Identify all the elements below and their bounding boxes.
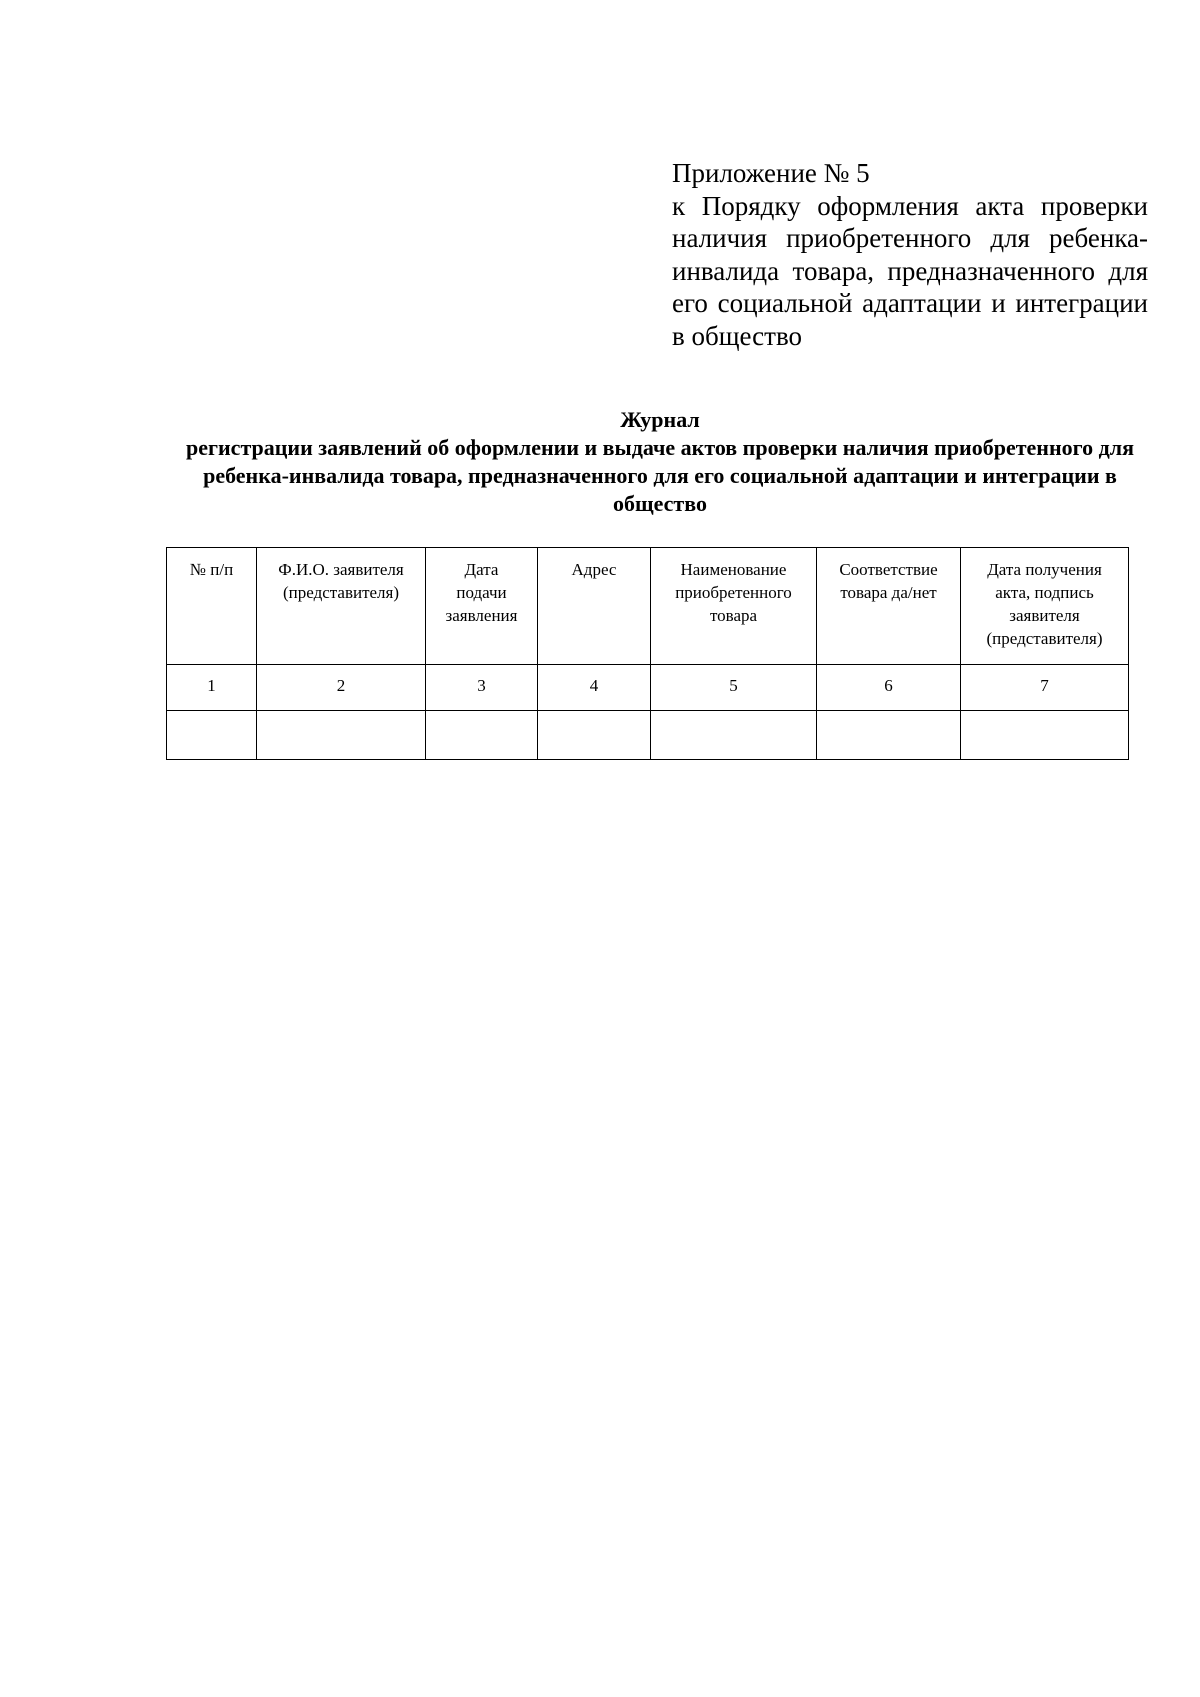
empty-cell [817,711,961,760]
column-header: Ф.И.О. заявителя (представителя) [257,548,426,665]
journal-subtitle: регистрации заявлений об оформлении и выдаче актов проверки наличия приобретенного для ребенка-инвалида товара, предназначенного для его социальной адаптации и интеграции в общество [186,435,1134,516]
column-number: 7 [961,665,1129,711]
column-header: Адрес [538,548,651,665]
column-header: Дата подачи заявления [426,548,538,665]
column-number: 2 [257,665,426,711]
column-header: Наименование приобретенного товара [651,548,817,665]
appendix-header [672,157,1148,352]
column-number-row [167,665,1129,711]
table-row [167,711,1129,760]
column-header: № п/п [167,548,257,665]
empty-cell [167,711,257,760]
column-number: 4 [538,665,651,711]
column-number: 5 [651,665,817,711]
journal-table [166,547,1129,760]
empty-cell [257,711,426,760]
appendix-text: к Порядку оформления акта проверки наличия приобретенного для ребенка-инвалида товара, предназначенного для его социальной адаптации и интеграции в общество [672,190,1148,351]
column-number: 3 [426,665,538,711]
column-header: Соответствие товара да/нет [817,548,961,665]
table-header-row [167,548,1129,665]
column-header: Дата получения акта, подпись заявителя (представителя) [961,548,1129,665]
journal-title: Журнал [620,407,700,432]
empty-cell [961,711,1129,760]
journal-heading [160,406,1160,518]
empty-cell [651,711,817,760]
empty-cell [426,711,538,760]
column-number: 6 [817,665,961,711]
column-number: 1 [167,665,257,711]
empty-cell [538,711,651,760]
appendix-label: Приложение № 5 [672,158,870,188]
